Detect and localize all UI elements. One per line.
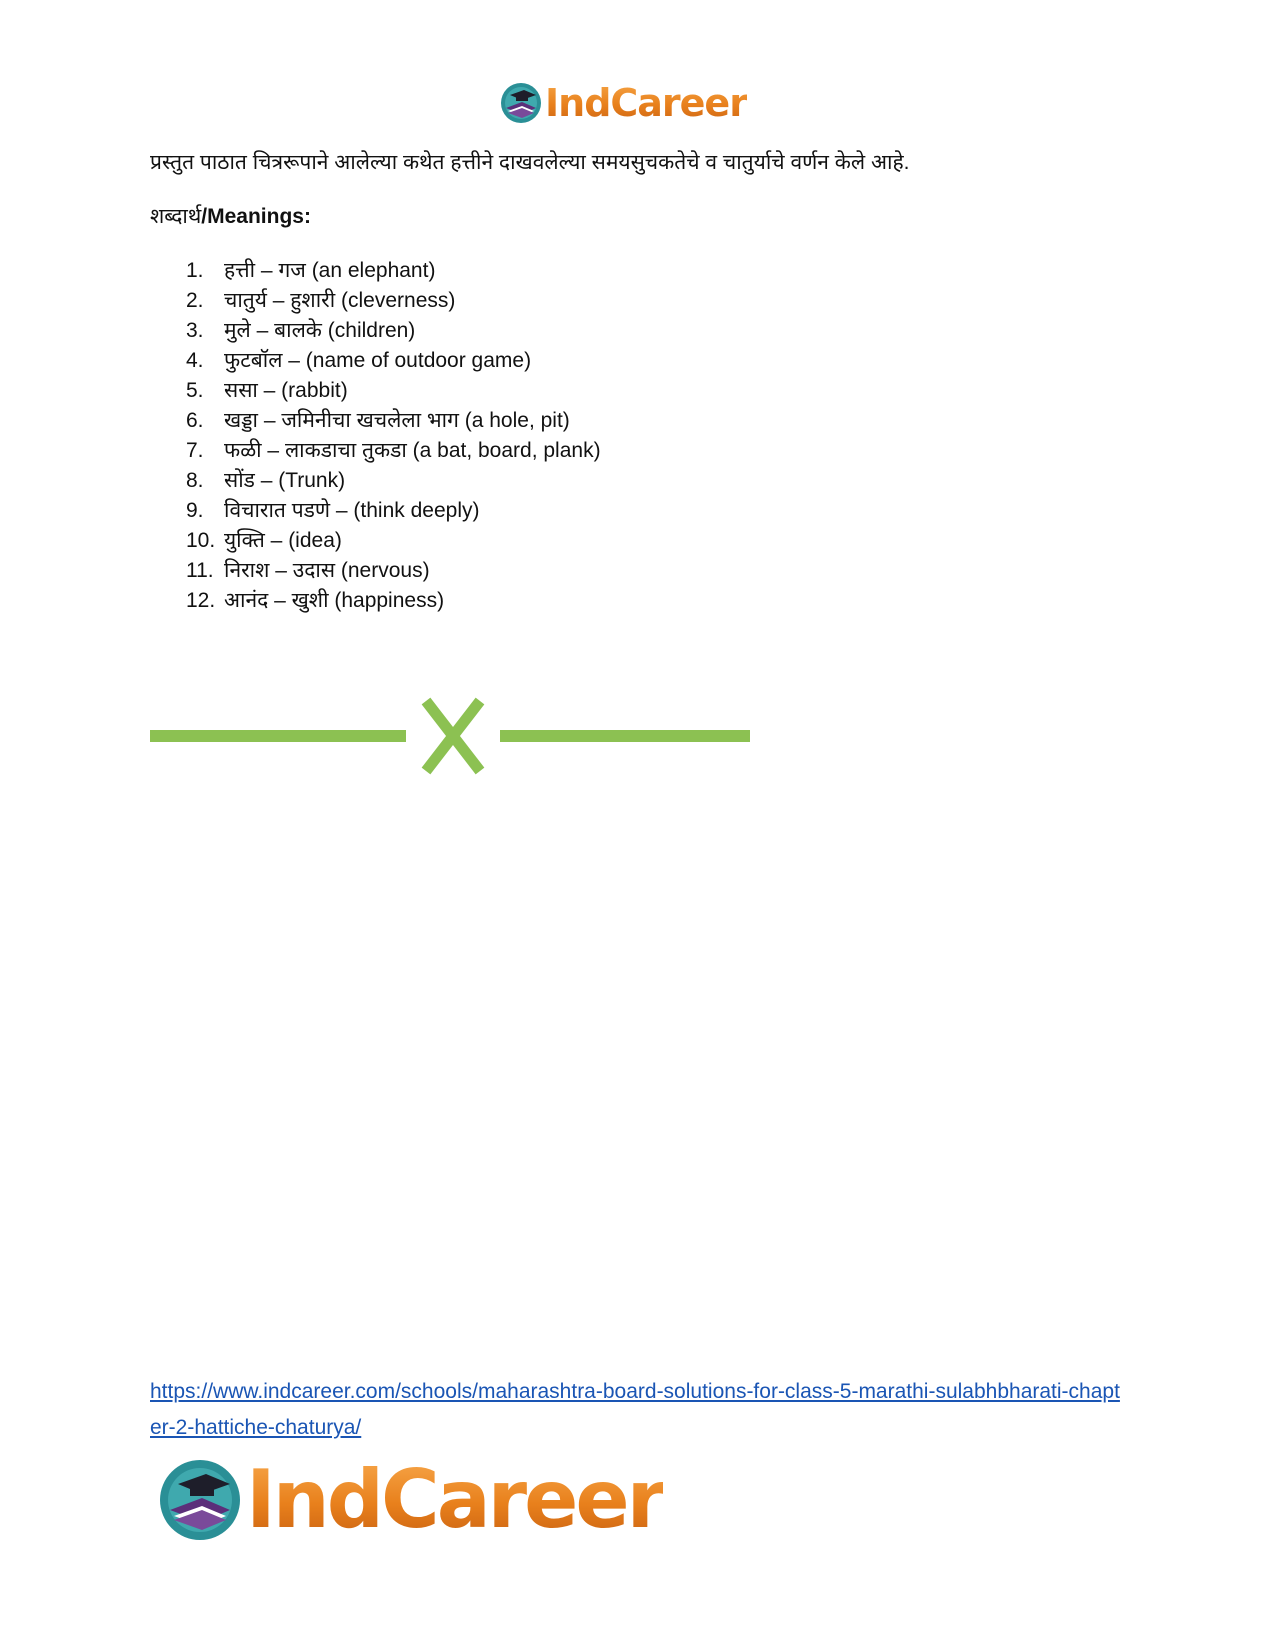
list-item-text: फुटबॉल – (name of outdoor game) xyxy=(224,349,532,372)
list-item-text: फळी – लाकडाचा तुकडा (a bat, board, plank) xyxy=(224,439,601,462)
list-item-text: निराश – उदास (nervous) xyxy=(224,559,430,582)
header-logo xyxy=(500,78,747,128)
meanings-heading-marathi: शब्दार्थ xyxy=(150,205,202,228)
list-item xyxy=(186,316,601,346)
list-item xyxy=(186,556,601,586)
list-item-number: 9. xyxy=(186,499,204,522)
list-item-number: 3. xyxy=(186,319,204,342)
list-item-number: 2. xyxy=(186,289,204,312)
list-item xyxy=(186,406,601,436)
divider-x-icon xyxy=(426,701,480,771)
list-item-number: 6. xyxy=(186,409,204,432)
list-item-number: 5. xyxy=(186,379,204,402)
list-item-text: विचारात पडणे – (think deeply) xyxy=(224,499,480,522)
list-item-number: 11. xyxy=(186,559,214,582)
list-item-text: ससा – (rabbit) xyxy=(224,379,348,402)
list-item-text: सोंड – (Trunk) xyxy=(224,469,346,492)
meanings-heading-english: /Meanings: xyxy=(201,205,311,228)
graduation-book-icon xyxy=(158,1458,242,1542)
list-item xyxy=(186,466,601,496)
list-item xyxy=(186,346,601,376)
logo-wordmark: IndCareer xyxy=(246,1453,664,1546)
divider-line-right xyxy=(500,730,750,742)
list-item-text: चातुर्य – हुशारी (cleverness) xyxy=(224,289,456,312)
list-item-text: मुले – बालके (children) xyxy=(224,319,416,342)
list-item xyxy=(186,586,601,616)
list-item xyxy=(186,286,601,316)
list-item-number: 12. xyxy=(186,589,216,612)
list-item-number: 4. xyxy=(186,349,204,372)
graduation-book-icon xyxy=(500,82,542,124)
list-item-number: 1. xyxy=(186,259,204,282)
list-item xyxy=(186,526,601,556)
logo-wordmark: IndCareer xyxy=(545,81,747,125)
list-item-text: आनंद – खुशी (happiness) xyxy=(224,589,445,612)
list-item xyxy=(186,256,601,286)
list-item-text: युक्ति – (idea) xyxy=(224,529,342,552)
footer-logo xyxy=(158,1455,663,1545)
source-url-link[interactable]: https://www.indcareer.com/schools/maharashtra-board-solutions-for-class-5-marathi-sulabhbharati-chapter-2-hattiche-chaturya/ xyxy=(150,1380,1120,1439)
divider-line-left xyxy=(150,730,406,742)
meanings-list xyxy=(186,256,601,616)
intro-paragraph: प्रस्तुत पाठात चित्ररूपाने आलेल्या कथेत हत्तीने दाखवलेल्या समयसुचकतेचे व चातुर्याचे वर्णन केले आहे. xyxy=(150,151,910,174)
list-item xyxy=(186,496,601,526)
list-item-number: 7. xyxy=(186,439,204,462)
section-divider xyxy=(150,696,750,776)
list-item-number: 8. xyxy=(186,469,204,492)
list-item xyxy=(186,436,601,466)
list-item-number: 10. xyxy=(186,529,216,552)
list-item-text: हत्ती – गज (an elephant) xyxy=(224,259,436,282)
meanings-heading xyxy=(150,200,311,234)
list-item-text: खड्डा – जमिनीचा खचलेला भाग (a hole, pit) xyxy=(224,409,570,432)
list-item xyxy=(186,376,601,406)
